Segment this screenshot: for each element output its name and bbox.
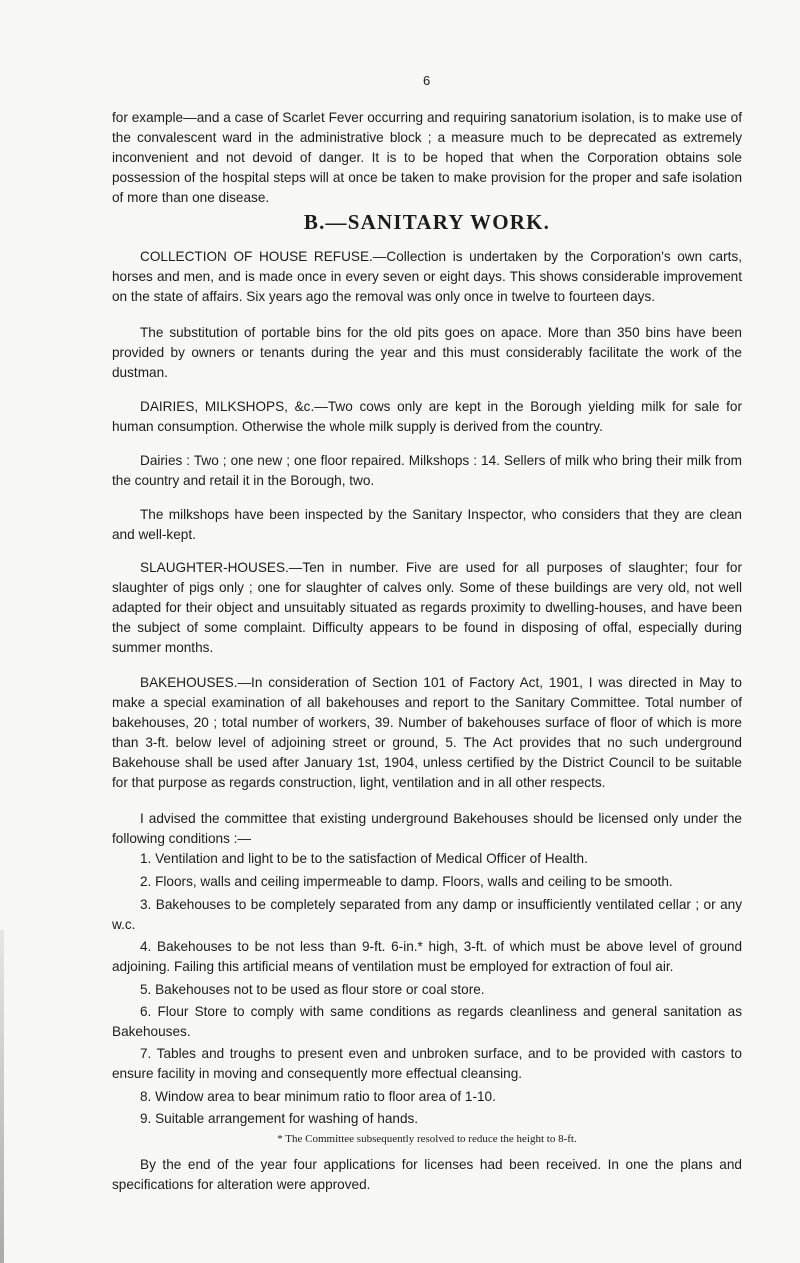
condition-item: 4. Bakehouses to be not less than 9-ft. 6-in.* high, 3-ft. of which must be above level of ground adjoining. Failing this artificial means of ventilation must be employed for extraction of foul air.	[112, 939, 742, 975]
advised-paragraph: I advised the committee that existing underground Bakehouses should be licensed only under the following conditions :—	[112, 810, 742, 846]
condition-item: 6. Flour Store to comply with same conditions as regards cleanliness and general sanitation as Bakehouses.	[112, 1003, 742, 1039]
intro-paragraph: for example—and a case of Scarlet Fever occurring and requiring sanatorium isolation, is to make use of the convalescent ward in the administrative block ; a measure much to be deprecated as extremely inconvenient and not devoid of danger. It is to be hoped that when the Corporation obtains sole possession of the hospital steps will at once be taken to make provision for the proper and safe isolation of more than one disease.	[112, 109, 742, 205]
dairies-paragraph: DAIRIES, MILKSHOPS, &c.—Two cows only are kept in the Borough yielding milk for sale for human consumption. Otherwise the whole milk supply is derived from the country.	[112, 399, 742, 435]
condition-item: 9. Suitable arrangement for washing of hands.	[140, 1110, 419, 1126]
milkshops-paragraph: The milkshops have been inspected by the Sanitary Inspector, who considers that they are clean and well-kept.	[112, 507, 742, 543]
condition-item: 5. Bakehouses not to be used as flour store or coal store.	[140, 981, 485, 997]
condition-item: 1. Ventilation and light to be to the satisfaction of Medical Officer of Health.	[140, 851, 588, 867]
footnote: * The Committee subsequently resolved to reduce the height to 8-ft.	[277, 1133, 577, 1146]
section-heading: B.—SANITARY WORK.	[303, 209, 551, 234]
condition-item: 2. Floors, walls and ceiling impermeable to damp. Floors, walls and ceiling to be smooth.	[140, 874, 673, 890]
slaughter-houses-paragraph: SLAUGHTER-HOUSES.—Ten in number. Five are used for all purposes of slaughter; four for slaughter of pigs only ; one for slaughter of calves only. Some of these buildings are very old, not well adapted for their object and unsuitably situated as regards proximity to dwelling-houses, and have been the subject of some complaint. Difficulty appears to be found in disposing of offal, especially during summer months.	[112, 560, 742, 656]
dairies-count-paragraph: Dairies : Two ; one new ; one floor repaired. Milkshops : 14. Sellers of milk who bring their milk from the country and retail it in the Borough, two.	[112, 452, 742, 488]
closing-paragraph: By the end of the year four applications for licenses had been received. In one the plans and specifications for alteration were approved.	[112, 1157, 742, 1193]
bins-paragraph: The substitution of portable bins for the old pits goes on apace. More than 350 bins have been provided by owners or tenants during the year and this must considerably facilitate the work of the dustman.	[112, 324, 742, 380]
bakehouses-paragraph: BAKEHOUSES.—In consideration of Section 101 of Factory Act, 1901, I was directed in May to make a special examination of all bakehouses and report to the Sanitary Committee. Total number of bakehouses, 20 ; total number of workers, 39. Number of bakehouses surface of floor of which is more than 3-ft. below level of adjoining street or ground, 5. The Act provides that no such underground Bakehouse shall be used after January 1st, 1904, unless certified by the District Council to be suitable for that purpose as regards construction, light, ventilation and in all other respects.	[112, 675, 742, 791]
refuse-paragraph: COLLECTION OF HOUSE REFUSE.—Collection is undertaken by the Corporation's own carts, horses and men, and is made once in every seven or eight days. This shows considerable improvement on the state of affairs. Six years ago the removal was only once in twelve to fourteen days.	[112, 248, 742, 304]
condition-item: 8. Window area to bear minimum ratio to floor area of 1-10.	[140, 1088, 496, 1104]
page-edge-shadow	[0, 930, 4, 1263]
condition-item: 3. Bakehouses to be completely separated from any damp or insufficiently ventilated cellar ; or any w.c.	[112, 897, 742, 933]
page-number: 6	[423, 72, 431, 88]
condition-item: 7. Tables and troughs to present even and unbroken surface, and to be provided with castors to ensure facility in moving and consequently more effectual cleansing.	[112, 1046, 742, 1082]
